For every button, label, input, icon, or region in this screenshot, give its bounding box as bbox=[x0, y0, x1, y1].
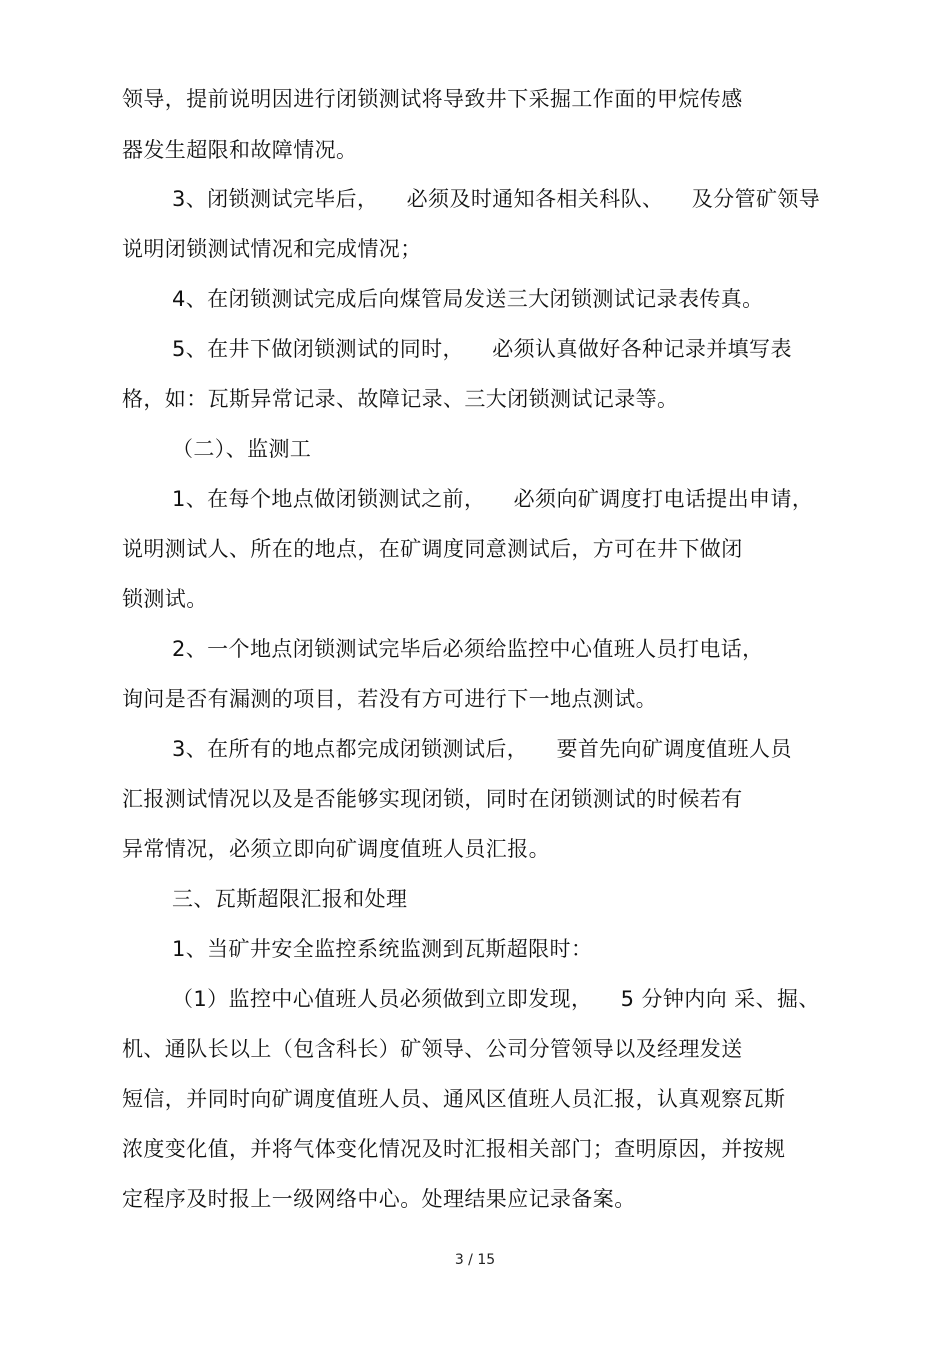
text-line: 4、在闭锁测试完成后向煤管局发送三大闭锁测试记录表传真。 bbox=[172, 287, 764, 311]
section-heading: 三、瓦斯超限汇报和处理 bbox=[172, 887, 408, 911]
text-line: 3、在所有的地点都完成闭锁测试后， 要首先向矿调度值班人员 bbox=[172, 737, 792, 761]
text-line: 器发生超限和故障情况。 bbox=[122, 138, 358, 162]
text-line: 5、在井下做闭锁测试的同时， 必须认真做好各种记录并填写表 bbox=[172, 337, 792, 361]
text-line: 汇报测试情况以及是否能够实现闭锁，同时在闭锁测试的时候若有 bbox=[122, 787, 743, 811]
text-line: 询问是否有漏测的项目，若没有方可进行下一地点测试。 bbox=[122, 687, 657, 711]
text-line: 1、在每个地点做闭锁测试之前， 必须向矿调度打电话提出申请， bbox=[172, 487, 814, 511]
page-number: 3 / 15 bbox=[454, 1252, 496, 1268]
section-heading: （二）、监测工 bbox=[172, 437, 312, 461]
text-line: 锁测试。 bbox=[122, 587, 208, 611]
text-line: （1）监控中心值班人员必须做到立即发现， 5 分钟内向 采、掘、 bbox=[172, 987, 820, 1011]
text-line: 领导，提前说明因进行闭锁测试将导致井下采掘工作面的甲烷传感 bbox=[122, 87, 743, 111]
text-line: 异常情况，必须立即向矿调度值班人员汇报。 bbox=[122, 837, 550, 861]
text-line: 1、当矿井安全监控系统监测到瓦斯超限时： bbox=[172, 937, 593, 961]
text-line: 说明闭锁测试情况和完成情况； bbox=[122, 237, 422, 261]
text-line: 短信，并同时向矿调度值班人员、通风区值班人员汇报，认真观察瓦斯 bbox=[122, 1087, 786, 1111]
text-line: 机、通队长以上（包含科长）矿领导、公司分管领导以及经理发送 bbox=[122, 1037, 743, 1061]
text-line: 浓度变化值，并将气体变化情况及时汇报相关部门；查明原因，并按规 bbox=[122, 1137, 786, 1161]
text-line: 说明测试人、所在的地点，在矿调度同意测试后，方可在井下做闭 bbox=[122, 537, 743, 561]
text-line: 定程序及时报上一级网络中心。处理结果应记录备案。 bbox=[122, 1187, 636, 1211]
text-line: 3、闭锁测试完毕后， 必须及时通知各相关科队、 及分管矿领导 bbox=[172, 187, 821, 211]
text-line: 格，如：瓦斯异常记录、故障记录、三大闭锁测试记录等。 bbox=[122, 387, 679, 411]
text-line: 2、一个地点闭锁测试完毕后必须给监控中心值班人员打电话， bbox=[172, 637, 764, 661]
